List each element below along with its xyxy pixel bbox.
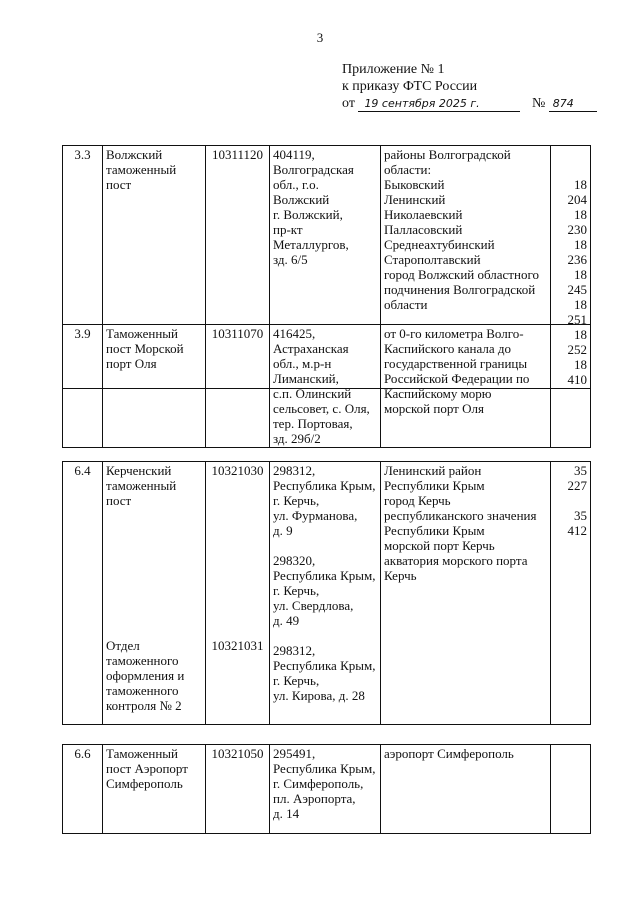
sub-division-address: 298312, Республика Крым, г. Керчь, ул. Кирова, д. 28 — [273, 643, 376, 703]
post-code: 10321050 — [206, 745, 270, 834]
post-code: 10321030 — [211, 463, 264, 478]
okato-codes — [551, 325, 591, 448]
okato-codes: 18 204 18 230 18 236 18 245 18 251 18 252 18 410 — [551, 146, 591, 389]
table-row — [63, 745, 591, 834]
row-number: 6.6 — [63, 745, 103, 834]
post-address-cell — [270, 462, 381, 725]
okato-codes: 35 227 35 412 — [551, 462, 591, 725]
activity-region: аэропорт Симферополь — [381, 745, 551, 834]
date-prefix: от — [342, 96, 355, 111]
post-code-cell — [206, 462, 270, 725]
row-number: 6.4 — [63, 462, 103, 725]
page-number: 3 — [316, 30, 324, 45]
appendix-title: Приложение № 1 — [342, 62, 445, 77]
order-reference: к приказу ФТС России — [342, 79, 478, 94]
post-name: Керченский таможенный пост — [106, 463, 177, 508]
appendix-header — [342, 61, 597, 112]
number-prefix: № — [531, 96, 546, 111]
table-row — [63, 325, 591, 448]
post-name-cell — [103, 462, 206, 725]
table-row — [63, 462, 591, 725]
post-name: Волжский таможенный пост — [103, 146, 206, 389]
sub-division-code: 10321031 — [211, 638, 264, 653]
row-number: 3.3 — [63, 146, 103, 389]
order-number: 874 — [549, 97, 597, 112]
activity-region: Ленинский район Республики Крым город Керчь республиканского значения Республики Крым морской порт Керчь акватория морского порта Керчь — [381, 462, 551, 725]
post-code: 10311070 — [206, 325, 270, 448]
customs-table-block-6-6 — [62, 744, 591, 834]
customs-table-block-6-4 — [62, 461, 591, 725]
customs-table-block-3-9 — [62, 324, 591, 448]
okato-codes — [551, 745, 591, 834]
sub-division-name: Отдел таможенного оформления и таможенного контроля № 2 — [106, 638, 185, 713]
row-number: 3.9 — [63, 325, 103, 448]
post-name: Таможенный пост Аэропорт Симферополь — [103, 745, 206, 834]
order-date-line — [342, 95, 597, 112]
post-address: 416425, Астраханская обл., м.р-н Лиманский, с.п. Олинский сельсовет, с. Оля, тер. Портовая, зд. 29б/2 — [270, 325, 381, 448]
post-address: 298312, Республика Крым, г. Керчь, ул. Фурманова, д. 9 298320, Республика Крым, г. Керчь, ул. Свердлова, д. 49 — [273, 463, 376, 628]
post-address: 404119, Волгоградская обл., г.о. Волжский г. Волжский, пр-кт Металлургов, зд. 6/5 — [270, 146, 381, 389]
post-address: 295491, Республика Крым, г. Симферополь, пл. Аэропорта, д. 14 — [270, 745, 381, 834]
order-date: 19 сентября 2025 г. — [358, 97, 520, 112]
activity-region: районы Волгоградской области: Быковский Ленинский Николаевский Палласовский Среднеахтубинский Старополтавский город Волжский областного подчинения Волгоградской области — [381, 146, 551, 389]
activity-region: от 0-го километра Волго- Каспийского канала до государственной границы Российской Федерации по Каспийскому морю морской порт Оля — [381, 325, 551, 448]
post-code: 10311120 — [206, 146, 270, 389]
post-name: Таможенный пост Морской порт Оля — [103, 325, 206, 448]
